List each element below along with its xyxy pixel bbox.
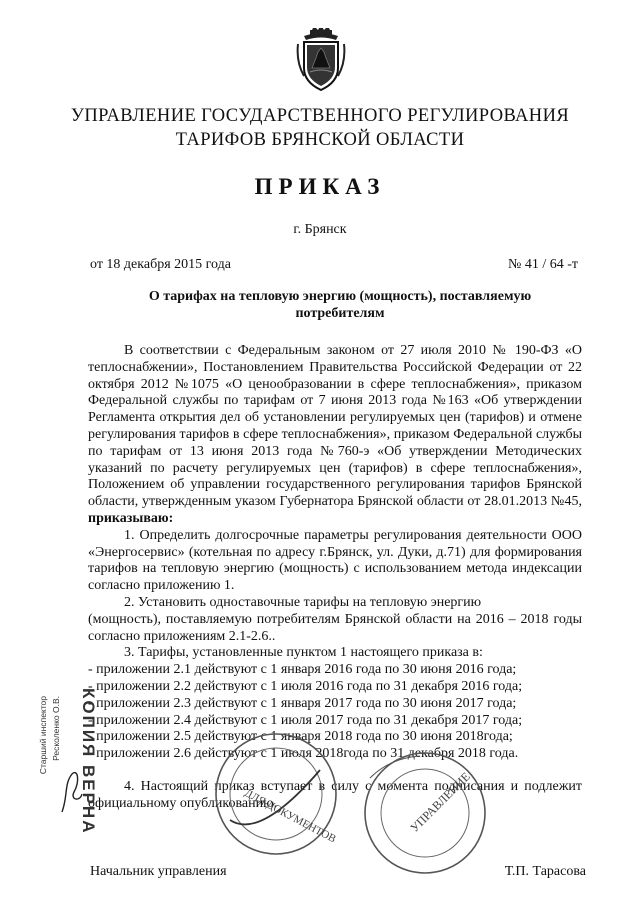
subject-line-1: О тарифах на тепловую энергию (мощность), поставляемую — [148, 289, 532, 304]
copy-certified-label: КОПИЯ ВЕРНА — [79, 688, 98, 835]
subject-line-2: потребителям — [295, 306, 385, 321]
signatory-name: Т.П. Тарасова — [504, 864, 586, 879]
paragraph-4: 4. Настоящий приказ вступает в силу с момента подписания и подлежит официальному опубликованию. — [88, 778, 582, 811]
list-item: - приложении 2.4 действуют с 1 июля 2017 года по 31 декабря 2017 года; — [88, 712, 523, 728]
copy-certified-stamp — [38, 688, 100, 835]
svg-text:ДЛЯ ДОКУМЕНТОВ: ДЛЯ ДОКУМЕНТОВ — [242, 787, 338, 846]
organization-name-line-1: УПРАВЛЕНИЕ ГОСУДАРСТВЕННОГО РЕГУЛИРОВАНИЯ — [70, 106, 570, 126]
preamble-text: В соответствии с Федеральным законом от 27 июля 2010 № 190-ФЗ «О теплоснабжении», Постановлением Правительства Российской Федерации от 22 октября 2012 №1075 «О ценообразовании в сфере теплоснабжения», приказом Федеральной службы по тарифам от 7 июня 2013 года №163 «Об утверждении Регламента открытия дел об установлении регулируемых цен (тарифов) и отмене регулирования тарифов в сфере теплоснабжения», приказом Федеральной службы по тарифам от 13 июня 2013 года №760-э «Об утверждении Методических указаний по расчету регулируемых цен (тарифов) в сфере теплоснабжения», Положением об управлении государственного регулирования тарифов Брянской области, утвержденным указом Губернатора Брянской области от 28.01.2013 №45, — [88, 343, 582, 510]
order-body — [88, 343, 582, 813]
document-title: ПРИКАЗ — [254, 174, 386, 199]
svg-text:УПРАВЛЕНИЕ: УПРАВЛЕНИЕ — [407, 769, 473, 835]
order-number: № 41 / 64 -т — [507, 257, 578, 272]
paragraph-3: 3. Тарифы, установленные пунктом 1 настоящего приказа в: — [124, 645, 483, 661]
inspector-title: Старший инспектор — [38, 696, 48, 775]
list-item: - приложении 2.3 действуют с 1 января 2017 года по 30 июня 2017 года; — [88, 695, 517, 711]
list-item: - приложении 2.6 действуют с 1 июля 2018года по 31 декабря 2018 года. — [88, 746, 519, 762]
paragraph-2-rest: (мощность), поставляемую потребителям Брянской области на 2016 – 2018 годы согласно приложениям 2.1-2.6.. — [88, 611, 582, 644]
order-date: от 18 декабря 2015 года — [90, 257, 231, 272]
coat-of-arms-icon — [296, 28, 346, 92]
order-word: приказываю: — [88, 510, 174, 526]
preamble-paragraph — [88, 343, 582, 528]
list-item: - приложении 2.1 действуют с 1 января 2016 года по 30 июня 2016 года; — [88, 662, 517, 678]
organization-name-line-2: ТАРИФОВ БРЯНСКОЙ ОБЛАСТИ — [175, 130, 465, 150]
signatory-position: Начальник управления — [90, 864, 227, 879]
list-item: - приложении 2.2 действуют с 1 июля 2016 года по 31 декабря 2016 года; — [88, 678, 523, 694]
order-subject — [120, 288, 560, 322]
paragraph-1: 1. Определить долгосрочные параметры регулирования деятельности ООО «Энергосервис» (котельная по адресу г.Брянск, ул. Дуки, д.71) для формирования тарифов на тепловую энергию (мощность) с использованием метода индексации согласно приложению 1. — [88, 527, 582, 594]
list-item: - приложении 2.5 действуют с 1 января 2018 года по 30 июня 2018года; — [88, 729, 513, 745]
inspector-name: Ресколенко О.В. — [51, 696, 61, 761]
paragraph-2-line-1: 2. Установить одноставочные тарифы на тепловую энергию — [124, 594, 482, 610]
signature-scribble-icon — [58, 766, 86, 816]
city: г. Брянск — [293, 222, 347, 237]
tariff-period-list — [88, 662, 582, 763]
